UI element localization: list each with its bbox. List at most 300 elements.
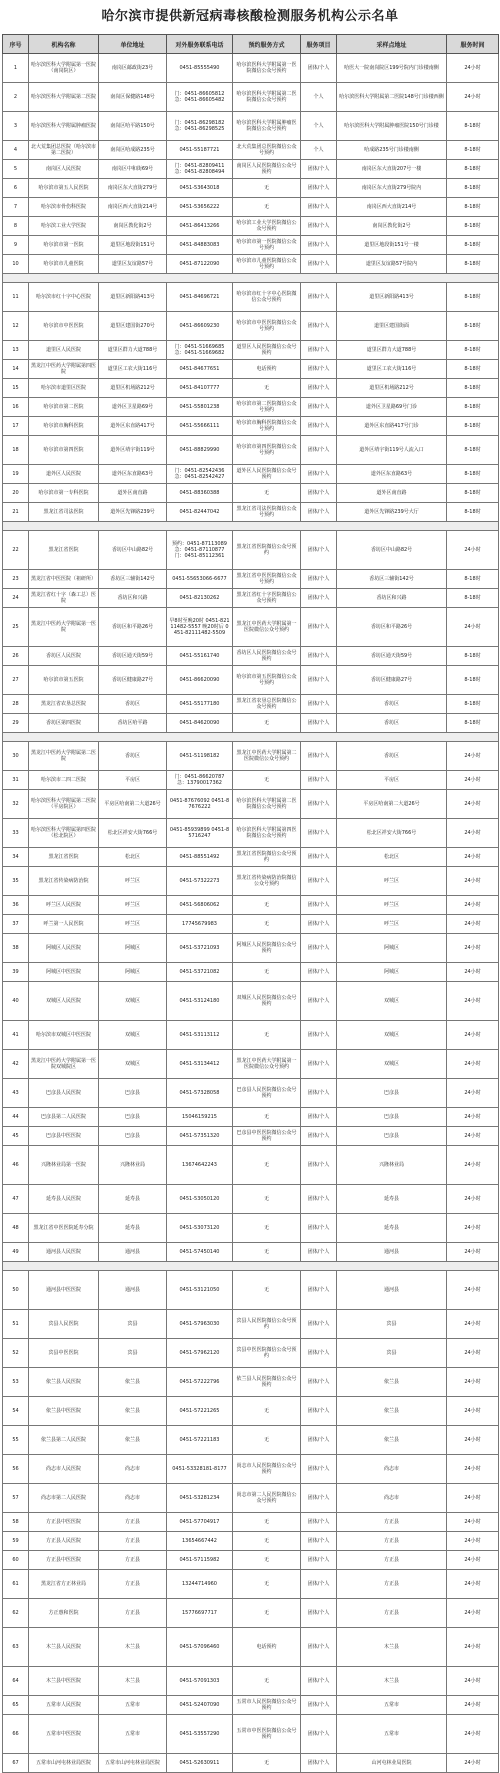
cell-phone: 0451-84883083 bbox=[167, 236, 233, 255]
cell-address: 双城区 bbox=[99, 1021, 167, 1050]
cell-service: 团体/个人 bbox=[301, 1339, 337, 1368]
cell-booking: 哈尔滨市胸科医院微信公众号预约 bbox=[233, 417, 301, 436]
cell-booking: 无 bbox=[233, 179, 301, 198]
cell-phone: 0451-53656222 bbox=[167, 198, 233, 217]
cell-time: 24小时 bbox=[447, 1426, 499, 1455]
cell-time: 24小时 bbox=[447, 1127, 499, 1146]
cell-phone: 0451-57450140 bbox=[167, 1243, 233, 1262]
cell-time: 8-18时 bbox=[447, 379, 499, 398]
cell-name: 道里区人民医院 bbox=[29, 341, 99, 360]
cell-address: 松北区祥安大街766号 bbox=[99, 819, 167, 848]
cell-phone: 0451-88551492 bbox=[167, 848, 233, 867]
cell-name: 道外区人民医院 bbox=[29, 465, 99, 484]
cell-name: 方正县人民医院 bbox=[29, 1532, 99, 1551]
separator-row bbox=[3, 733, 499, 742]
cell-seq: 13 bbox=[3, 341, 29, 360]
cell-time: 24小时 bbox=[447, 1599, 499, 1628]
cell-seq: 2 bbox=[3, 83, 29, 112]
cell-site: 通河县 bbox=[337, 1243, 447, 1262]
cell-name: 哈尔滨市第一专科医院 bbox=[29, 484, 99, 503]
cell-booking: 黑龙江省传染病防治院微信公众号预约 bbox=[233, 867, 301, 896]
cell-phone: 0451-57221265 bbox=[167, 1397, 233, 1426]
cell-address: 延寿县 bbox=[99, 1185, 167, 1214]
cell-time: 24小时 bbox=[447, 1079, 499, 1108]
cell-address: 道外区先锋路239号 bbox=[99, 503, 167, 522]
cell-seq: 31 bbox=[3, 771, 29, 790]
cell-address: 南岗区东大直街279号 bbox=[99, 179, 167, 198]
table-row bbox=[3, 312, 499, 341]
table-row bbox=[3, 1715, 499, 1754]
cell-seq: 36 bbox=[3, 896, 29, 915]
cell-address: 尚志市 bbox=[99, 1455, 167, 1484]
cell-seq: 59 bbox=[3, 1532, 29, 1551]
cell-booking: 无 bbox=[233, 1754, 301, 1773]
cell-seq: 20 bbox=[3, 484, 29, 503]
cell-booking: 哈尔滨市儿童医院微信公众号预约 bbox=[233, 255, 301, 274]
cell-seq: 57 bbox=[3, 1484, 29, 1513]
cell-address: 通河县 bbox=[99, 1271, 167, 1310]
cell-booking: 阿城区人民医院微信公众号预约 bbox=[233, 934, 301, 963]
cell-service: 团体/个人 bbox=[301, 1243, 337, 1262]
cell-booking: 哈尔滨工业大学医院微信公众号预约 bbox=[233, 217, 301, 236]
cell-name: 阿城区中医医院 bbox=[29, 963, 99, 982]
cell-name: 尚志市第二人民医院 bbox=[29, 1484, 99, 1513]
cell-service: 团体/个人 bbox=[301, 982, 337, 1021]
cell-address: 巴彦县 bbox=[99, 1127, 167, 1146]
cell-name: 哈尔滨医科大学附属第四医院（松北院区） bbox=[29, 819, 99, 848]
cell-service: 团体/个人 bbox=[301, 848, 337, 867]
cell-address: 南岗区教化街2号 bbox=[99, 217, 167, 236]
cell-booking: 道外区人民医院微信公众号预约 bbox=[233, 465, 301, 484]
cell-phone: 0451-57222796 bbox=[167, 1368, 233, 1397]
cell-time: 24小时 bbox=[447, 1513, 499, 1532]
cell-address: 木兰县 bbox=[99, 1628, 167, 1667]
cell-site: 道外区东直路63号 bbox=[337, 465, 447, 484]
cell-seq: 1 bbox=[3, 54, 29, 83]
cell-name: 黑龙江省方正林业局 bbox=[29, 1570, 99, 1599]
cell-service: 团体/个人 bbox=[301, 360, 337, 379]
cell-booking: 香坊区人民医院微信公众号预约 bbox=[233, 647, 301, 666]
cell-address: 香坊区和平路26号 bbox=[99, 608, 167, 647]
table-row bbox=[3, 283, 499, 312]
table-row bbox=[3, 54, 499, 83]
cell-time: 24小时 bbox=[447, 1696, 499, 1715]
cell-seq: 39 bbox=[3, 963, 29, 982]
cell-site: 双城区 bbox=[337, 982, 447, 1021]
cell-time: 8-18时 bbox=[447, 714, 499, 733]
table-row bbox=[3, 465, 499, 484]
cell-name: 哈尔滨市双城区中医医院 bbox=[29, 1021, 99, 1050]
cell-service: 团体/个人 bbox=[301, 1368, 337, 1397]
cell-address: 五常市 bbox=[99, 1715, 167, 1754]
cell-phone: 0451-52630911 bbox=[167, 1754, 233, 1773]
cell-address: 巴彦县 bbox=[99, 1079, 167, 1108]
cell-booking: 无 bbox=[233, 1243, 301, 1262]
cell-service: 团体/个人 bbox=[301, 1185, 337, 1214]
cell-phone: 0451-55801238 bbox=[167, 398, 233, 417]
cell-site: 南岗区西大直街214号 bbox=[337, 198, 447, 217]
cell-phone: 0451-86609230 bbox=[167, 312, 233, 341]
cell-time: 24小时 bbox=[447, 1484, 499, 1513]
table-row bbox=[3, 982, 499, 1021]
cell-name: 木兰县人民医院 bbox=[29, 1628, 99, 1667]
cell-name: 木兰县中医医院 bbox=[29, 1667, 99, 1696]
cell-phone: 0451-87676092 0451-87676222 bbox=[167, 790, 233, 819]
cell-name: 黑龙江省医院 bbox=[29, 531, 99, 570]
cell-service: 团体/个人 bbox=[301, 867, 337, 896]
cell-phone: 0451-53050120 bbox=[167, 1185, 233, 1214]
cell-address: 道外区东直路63号 bbox=[99, 465, 167, 484]
table-row bbox=[3, 1455, 499, 1484]
cell-name: 黑龙江省传染病防治院 bbox=[29, 867, 99, 896]
cell-seq: 21 bbox=[3, 503, 29, 522]
cell-seq: 15 bbox=[3, 379, 29, 398]
cell-service: 团体/个人 bbox=[301, 742, 337, 771]
cell-name: 呼兰区人民医院 bbox=[29, 896, 99, 915]
cell-seq: 7 bbox=[3, 198, 29, 217]
cell-phone: 0451-52407090 bbox=[167, 1696, 233, 1715]
cell-site: 木兰县 bbox=[337, 1667, 447, 1696]
cell-service: 团体/个人 bbox=[301, 160, 337, 179]
cell-name: 香坊区人民医院 bbox=[29, 647, 99, 666]
cell-address: 香坊区哈平路 bbox=[99, 714, 167, 733]
cell-phone: 0451-57962120 bbox=[167, 1339, 233, 1368]
cell-phone: 0451-57351320 bbox=[167, 1127, 233, 1146]
cell-service: 团体/个人 bbox=[301, 1271, 337, 1310]
cell-booking: 尚志市人民医院微信公众号预约 bbox=[233, 1455, 301, 1484]
cell-seq: 29 bbox=[3, 714, 29, 733]
cell-time: 24小时 bbox=[447, 1050, 499, 1079]
cell-time: 24小时 bbox=[447, 83, 499, 112]
table-row bbox=[3, 1310, 499, 1339]
cell-seq: 66 bbox=[3, 1715, 29, 1754]
cell-service: 团体/个人 bbox=[301, 1484, 337, 1513]
cell-phone: 0451-53121050 bbox=[167, 1271, 233, 1310]
cell-service: 团体/个人 bbox=[301, 1696, 337, 1715]
cell-site: 呼兰区 bbox=[337, 915, 447, 934]
cell-site: 平房区哈南第二大道26号 bbox=[337, 790, 447, 819]
cell-name: 双城区人民医院 bbox=[29, 982, 99, 1021]
cell-service: 团体/个人 bbox=[301, 341, 337, 360]
cell-service: 团体/个人 bbox=[301, 1513, 337, 1532]
cell-booking: 无 bbox=[233, 1021, 301, 1050]
cell-booking: 无 bbox=[233, 1214, 301, 1243]
table-row bbox=[3, 1368, 499, 1397]
institution-table bbox=[2, 34, 499, 1773]
cell-seq: 28 bbox=[3, 695, 29, 714]
cell-phone: 0451-88829990 bbox=[167, 436, 233, 465]
cell-time: 24小时 bbox=[447, 1715, 499, 1754]
cell-address: 呼兰区 bbox=[99, 896, 167, 915]
table-row bbox=[3, 417, 499, 436]
cell-site: 香坊区和兴路 bbox=[337, 589, 447, 608]
cell-booking: 无 bbox=[233, 896, 301, 915]
cell-site: 尚志市 bbox=[337, 1484, 447, 1513]
cell-site: 尚志市 bbox=[337, 1455, 447, 1484]
cell-seq: 26 bbox=[3, 647, 29, 666]
cell-booking: 无 bbox=[233, 1426, 301, 1455]
cell-seq: 24 bbox=[3, 589, 29, 608]
cell-booking: 黑龙江省司法医院微信公众号预约 bbox=[233, 503, 301, 522]
cell-site: 延寿县 bbox=[337, 1185, 447, 1214]
cell-site: 哈尔滨医科大学附属肿瘤医院150号门诊楼 bbox=[337, 112, 447, 141]
cell-address: 道外区东直路417号 bbox=[99, 417, 167, 436]
cell-seq: 16 bbox=[3, 398, 29, 417]
cell-seq: 46 bbox=[3, 1146, 29, 1185]
cell-time: 8-18时 bbox=[447, 198, 499, 217]
cell-seq: 19 bbox=[3, 465, 29, 484]
cell-name: 呼兰第一人民医院 bbox=[29, 915, 99, 934]
cell-name: 哈尔滨市第一医院 bbox=[29, 236, 99, 255]
cell-seq: 44 bbox=[3, 1108, 29, 1127]
table-row bbox=[3, 255, 499, 274]
cell-service: 团体/个人 bbox=[301, 1426, 337, 1455]
cell-address: 南岗区邮政街23号 bbox=[99, 54, 167, 83]
cell-address: 松北区 bbox=[99, 848, 167, 867]
table-row bbox=[3, 1339, 499, 1368]
cell-site: 依兰县 bbox=[337, 1368, 447, 1397]
cell-site: 道外区东直路417号门诊 bbox=[337, 417, 447, 436]
cell-address: 宾县 bbox=[99, 1339, 167, 1368]
cell-seq: 62 bbox=[3, 1599, 29, 1628]
cell-address: 道外区南直路 bbox=[99, 484, 167, 503]
cell-address: 香坊区健康路27号 bbox=[99, 666, 167, 695]
cell-name: 通河县人民医院 bbox=[29, 1243, 99, 1262]
cell-name: 方正惠和医院 bbox=[29, 1599, 99, 1628]
cell-service: 团体/个人 bbox=[301, 54, 337, 83]
cell-site: 五常市 bbox=[337, 1696, 447, 1715]
cell-seq: 8 bbox=[3, 217, 29, 236]
table-header bbox=[3, 35, 499, 54]
cell-booking: 黑龙江省中医医院微信公众号预约 bbox=[233, 570, 301, 589]
cell-site: 道外区南直路 bbox=[337, 484, 447, 503]
cell-seq: 6 bbox=[3, 179, 29, 198]
cell-time: 8-18时 bbox=[447, 465, 499, 484]
table-row bbox=[3, 141, 499, 160]
cell-time: 24小时 bbox=[447, 1532, 499, 1551]
cell-phone: 0451-57096460 bbox=[167, 1628, 233, 1667]
header-site: 采样点地址 bbox=[337, 35, 447, 54]
cell-booking: 道里区人民医院微信公众号预约 bbox=[233, 341, 301, 360]
cell-seq: 5 bbox=[3, 160, 29, 179]
cell-seq: 63 bbox=[3, 1628, 29, 1667]
cell-address: 南岗区保健路148号 bbox=[99, 83, 167, 112]
cell-name: 巴彦县第二人民医院 bbox=[29, 1108, 99, 1127]
cell-time: 24小时 bbox=[447, 1243, 499, 1262]
cell-phone: 0451-88360388 bbox=[167, 484, 233, 503]
cell-seq: 52 bbox=[3, 1339, 29, 1368]
cell-address: 延寿县 bbox=[99, 1214, 167, 1243]
cell-address: 依兰县 bbox=[99, 1426, 167, 1455]
table-row bbox=[3, 1108, 499, 1127]
cell-service: 团体/个人 bbox=[301, 1455, 337, 1484]
cell-time: 8-18时 bbox=[447, 112, 499, 141]
cell-seq: 56 bbox=[3, 1455, 29, 1484]
separator-row bbox=[3, 522, 499, 531]
header-address: 单位地址 bbox=[99, 35, 167, 54]
cell-service: 团体/个人 bbox=[301, 398, 337, 417]
cell-service: 团体/个人 bbox=[301, 666, 337, 695]
cell-name: 黑龙江省中医医院延寿分院 bbox=[29, 1214, 99, 1243]
cell-site: 道外区靖宇街119号人流入口 bbox=[337, 436, 447, 465]
cell-booking: 无 bbox=[233, 714, 301, 733]
cell-time: 24小时 bbox=[447, 1455, 499, 1484]
cell-phone: 13244714960 bbox=[167, 1570, 233, 1599]
cell-phone: 0451-82447042 bbox=[167, 503, 233, 522]
cell-name: 哈尔滨工业大学医院 bbox=[29, 217, 99, 236]
table-row bbox=[3, 160, 499, 179]
cell-seq: 60 bbox=[3, 1551, 29, 1570]
cell-time: 8-18时 bbox=[447, 217, 499, 236]
header-row bbox=[3, 35, 499, 54]
cell-booking: 宾县人民医院微信公众号预约 bbox=[233, 1310, 301, 1339]
cell-site: 南岗区东大直街279号院内 bbox=[337, 179, 447, 198]
cell-time: 24小时 bbox=[447, 1310, 499, 1339]
cell-seq: 45 bbox=[3, 1127, 29, 1146]
cell-seq: 48 bbox=[3, 1214, 29, 1243]
cell-booking: 黑龙江省红十字医院微信公众号预约 bbox=[233, 589, 301, 608]
cell-address: 方正县 bbox=[99, 1570, 167, 1599]
cell-address: 宾县 bbox=[99, 1310, 167, 1339]
table-row bbox=[3, 666, 499, 695]
cell-booking: 无 bbox=[233, 1271, 301, 1310]
cell-phone: 0451-57963030 bbox=[167, 1310, 233, 1339]
cell-site: 哈尔滨医科大学附属第二医院148号门诊楼西侧 bbox=[337, 83, 447, 112]
cell-time: 24小时 bbox=[447, 982, 499, 1021]
cell-time: 24小时 bbox=[447, 1570, 499, 1599]
cell-booking: 无 bbox=[233, 1551, 301, 1570]
cell-site: 道外区卫星路69号门诊 bbox=[337, 398, 447, 417]
cell-service: 团体/个人 bbox=[301, 379, 337, 398]
cell-phone: 0451-57221183 bbox=[167, 1426, 233, 1455]
cell-address: 道里区机场路212号 bbox=[99, 379, 167, 398]
cell-seq: 42 bbox=[3, 1050, 29, 1079]
cell-booking: 双城区人民医院微信公众号预约 bbox=[233, 982, 301, 1021]
cell-name: 依兰县中医医院 bbox=[29, 1397, 99, 1426]
cell-service: 团体/个人 bbox=[301, 283, 337, 312]
table-row bbox=[3, 1532, 499, 1551]
table-row bbox=[3, 112, 499, 141]
header-service: 服务项目 bbox=[301, 35, 337, 54]
cell-site: 道里区群力大道788号 bbox=[337, 341, 447, 360]
table-row bbox=[3, 398, 499, 417]
cell-seq: 9 bbox=[3, 236, 29, 255]
cell-service: 团体/个人 bbox=[301, 312, 337, 341]
cell-booking: 依兰县人民医院微信公众号预约 bbox=[233, 1368, 301, 1397]
table-row bbox=[3, 236, 499, 255]
table-row bbox=[3, 771, 499, 790]
cell-booking: 无 bbox=[233, 1667, 301, 1696]
cell-time: 24小时 bbox=[447, 608, 499, 647]
cell-service: 团体/个人 bbox=[301, 255, 337, 274]
cell-service: 团体/个人 bbox=[301, 934, 337, 963]
cell-time: 24小时 bbox=[447, 867, 499, 896]
cell-address: 巴彦县 bbox=[99, 1108, 167, 1127]
cell-name: 五常市人民医院 bbox=[29, 1696, 99, 1715]
cell-name: 哈尔滨医科大学附属肿瘤医院 bbox=[29, 112, 99, 141]
cell-time: 24小时 bbox=[447, 790, 499, 819]
cell-seq: 11 bbox=[3, 283, 29, 312]
header-seq: 序号 bbox=[3, 35, 29, 54]
cell-seq: 32 bbox=[3, 790, 29, 819]
cell-name: 哈尔滨市儿童医院 bbox=[29, 255, 99, 274]
cell-site: 巴彦县 bbox=[337, 1127, 447, 1146]
cell-phone: 0451-86620090 bbox=[167, 666, 233, 695]
cell-phone: 0451-87122090 bbox=[167, 255, 233, 274]
cell-service: 个人 bbox=[301, 141, 337, 160]
cell-phone: 门：0451-86620787 急：13790017362 bbox=[167, 771, 233, 790]
cell-booking: 无 bbox=[233, 1146, 301, 1185]
cell-seq: 25 bbox=[3, 608, 29, 647]
cell-site: 平房区 bbox=[337, 771, 447, 790]
table-row bbox=[3, 1426, 499, 1455]
cell-site: 道里区地段街151号一楼 bbox=[337, 236, 447, 255]
table-row bbox=[3, 589, 499, 608]
cell-booking: 五常市中医医院微信公众号预约 bbox=[233, 1715, 301, 1754]
cell-service: 团体/个人 bbox=[301, 1079, 337, 1108]
table-row bbox=[3, 1696, 499, 1715]
cell-address: 五常市 bbox=[99, 1696, 167, 1715]
cell-phone: 早8时至晚20时 0451-82111482-5557 晚20时后 0451-82111482-5509 bbox=[167, 608, 233, 647]
cell-address: 双城区 bbox=[99, 1050, 167, 1079]
header-phone: 对外服务联系电话 bbox=[167, 35, 233, 54]
cell-phone: 门：0451-82542436 急：0451-82542427 bbox=[167, 465, 233, 484]
cell-site: 兴隆林业局 bbox=[337, 1146, 447, 1185]
cell-seq: 30 bbox=[3, 742, 29, 771]
cell-booking: 黑龙江中医药大学附属第二医院微信公众号预约 bbox=[233, 742, 301, 771]
cell-time: 8-18时 bbox=[447, 666, 499, 695]
cell-service: 团体/个人 bbox=[301, 608, 337, 647]
cell-service: 团体/个人 bbox=[301, 1599, 337, 1628]
cell-site: 道里区友谊路57号院内 bbox=[337, 255, 447, 274]
cell-name: 哈尔滨市第五医院 bbox=[29, 666, 99, 695]
cell-seq: 67 bbox=[3, 1754, 29, 1773]
cell-time: 24小时 bbox=[447, 1021, 499, 1050]
cell-phone: 0451-84696721 bbox=[167, 283, 233, 312]
cell-time: 8-18时 bbox=[447, 589, 499, 608]
separator-row bbox=[3, 1262, 499, 1271]
cell-site: 木兰县 bbox=[337, 1628, 447, 1667]
cell-booking: 无 bbox=[233, 379, 301, 398]
cell-time: 24小时 bbox=[447, 771, 499, 790]
cell-service: 团体/个人 bbox=[301, 417, 337, 436]
table-row bbox=[3, 695, 499, 714]
cell-booking: 电话预约 bbox=[233, 1628, 301, 1667]
cell-time: 24小时 bbox=[447, 934, 499, 963]
cell-address: 香坊区 bbox=[99, 695, 167, 714]
cell-seq: 33 bbox=[3, 819, 29, 848]
cell-service: 团体/个人 bbox=[301, 1127, 337, 1146]
cell-name: 黑龙江省中医医院（祖研所） bbox=[29, 570, 99, 589]
cell-phone: 0451-86413266 bbox=[167, 217, 233, 236]
cell-address: 南岗区中和街69号 bbox=[99, 160, 167, 179]
cell-address: 方正县 bbox=[99, 1513, 167, 1532]
cell-phone: 0451-53134412 bbox=[167, 1050, 233, 1079]
cell-site: 呼兰区 bbox=[337, 867, 447, 896]
cell-name: 哈尔滨市二四二医院 bbox=[29, 771, 99, 790]
cell-seq: 18 bbox=[3, 436, 29, 465]
cell-address: 南岗区哈平路150号 bbox=[99, 112, 167, 141]
cell-address: 尚志市 bbox=[99, 1484, 167, 1513]
cell-name: 黑龙江中医药大学附属第四医院 bbox=[29, 360, 99, 379]
cell-service: 团体/个人 bbox=[301, 1310, 337, 1339]
cell-seq: 10 bbox=[3, 255, 29, 274]
table-row bbox=[3, 934, 499, 963]
cell-phone: 0451-55161740 bbox=[167, 647, 233, 666]
cell-address: 依兰县 bbox=[99, 1368, 167, 1397]
cell-booking: 巴彦县中医医院微信公众号预约 bbox=[233, 1127, 301, 1146]
cell-time: 24小时 bbox=[447, 819, 499, 848]
